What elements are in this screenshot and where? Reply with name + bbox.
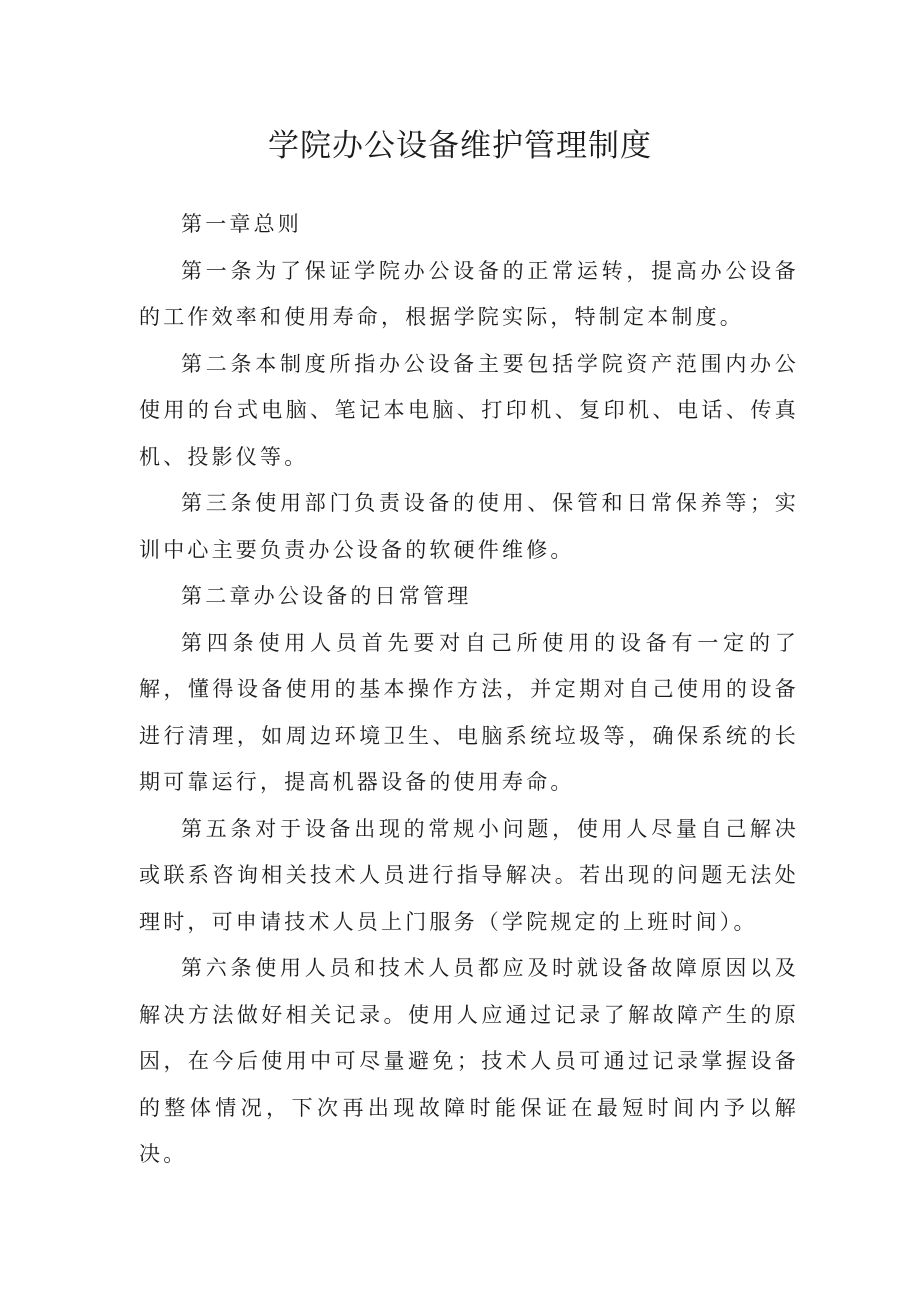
document-title: 学院办公设备维护管理制度 xyxy=(268,128,652,164)
chapter-heading-2: 第二章办公设备的日常管理 xyxy=(181,584,472,608)
article-6: 第六条使用人员和技术人员都应及时就设备故障原因以及解决方法做好相关记录。使用人应通过记录了解故障产生的原因，在今后使用中可尽量避免；技术人员可通过记录掌握设备的整体情况，下次再出现故障时能保证在最短时间内予以解决。 xyxy=(139,956,799,1166)
article-2: 第二条本制度所指办公设备主要包括学院资产范围内办公使用的台式电脑、笔记本电脑、打印机、复印机、电话、传真机、投影仪等。 xyxy=(139,351,799,469)
document-body xyxy=(139,201,799,1178)
chapter-heading-1: 第一章总则 xyxy=(181,212,302,236)
article-5: 第五条对于设备出现的常规小问题，使用人尽量自己解决或联系咨询相关技术人员进行指导解决。若出现的问题无法处理时，可申请技术人员上门服务（学院规定的上班时间）。 xyxy=(139,816,799,934)
article-3: 第三条使用部门负责设备的使用、保管和日常保养等；实训中心主要负责办公设备的软硬件维修。 xyxy=(139,491,799,562)
article-4: 第四条使用人员首先要对自己所使用的设备有一定的了解，懂得设备使用的基本操作方法，并定期对自己使用的设备进行清理，如周边环境卫生、电脑系统垃圾等，确保系统的长期可靠运行，提高机器设备的使用寿命。 xyxy=(139,630,799,794)
article-1: 第一条为了保证学院办公设备的正常运转，提高办公设备的工作效率和使用寿命，根据学院实际，特制定本制度。 xyxy=(139,258,799,329)
